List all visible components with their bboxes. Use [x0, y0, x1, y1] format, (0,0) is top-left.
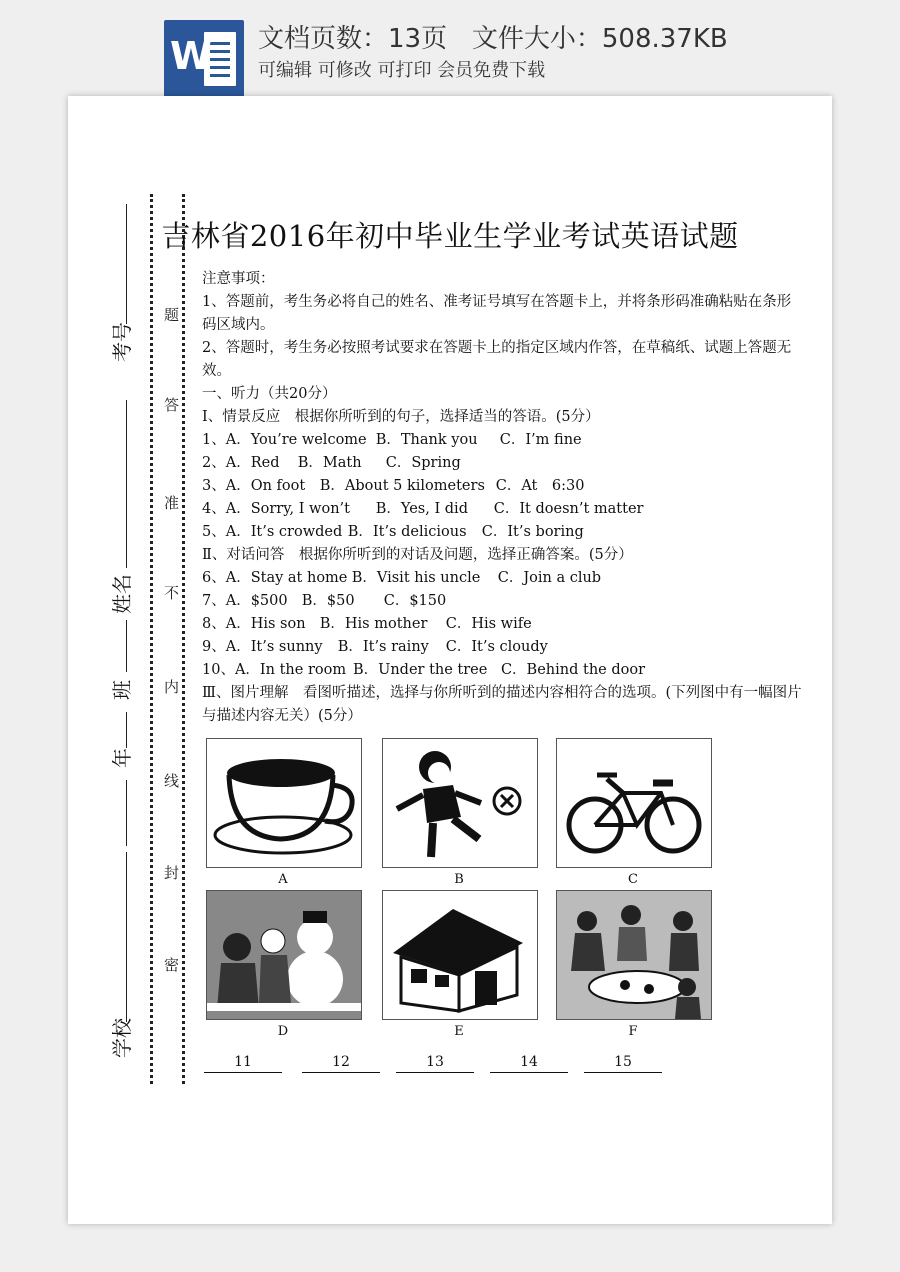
- picture-label: F: [628, 1024, 638, 1039]
- question-row: 2、A．Red B．Math C．Spring: [202, 455, 461, 471]
- seal-char: 密: [164, 956, 180, 974]
- section-heading: Ⅱ、对话问答 根据你所听到的对话及问题，选择正确答案。(5分）: [202, 547, 633, 563]
- field-line: [126, 712, 127, 748]
- picture-grid: [206, 738, 712, 1044]
- field-line: [126, 400, 127, 568]
- picture-label: E: [454, 1024, 464, 1039]
- snowman-children-icon: [206, 890, 362, 1020]
- document-info-banner: [0, 0, 900, 96]
- answer-blank[interactable]: 13: [396, 1054, 474, 1073]
- answer-blank[interactable]: 14: [490, 1054, 568, 1073]
- field-school: 学校: [110, 1018, 134, 1058]
- picture-label: A: [278, 872, 288, 887]
- question-row: 10、A．In the room B．Under the tree C．Behind the door: [202, 662, 646, 678]
- question-row: 4、A．Sorry, I won’t B．Yes, I did C．It doesn’t matter: [202, 501, 644, 517]
- notice-heading: 注意事项：: [202, 271, 275, 287]
- bicycle-icon: [556, 738, 712, 868]
- answer-blank[interactable]: 12: [302, 1054, 380, 1073]
- section-heading: Ⅲ、图片理解 看图听描述，选择与你所听到的描述内容相符合的选项。(下列图中有一幅图片与描述内容无关）(5分）: [202, 685, 802, 724]
- doc-tags-text: 可编辑 可修改 可打印 会员免费下载: [258, 60, 546, 81]
- field-line: [126, 620, 127, 672]
- question-row: 7、A．$500 B．$50 C．$150: [202, 593, 447, 609]
- answer-blank[interactable]: 11: [204, 1054, 282, 1073]
- question-row: 8、A．His son B．His mother C．His wife: [202, 616, 532, 632]
- picture-label: D: [277, 1024, 289, 1039]
- picture-label: B: [454, 872, 464, 887]
- question-row: 5、A．It’s crowded B．It’s delicious C．It’s boring: [202, 524, 584, 540]
- question-row: 9、A．It’s sunny B．It’s rainy C．It’s cloudy: [202, 639, 548, 655]
- doc-info-text: 文档页数：13页 文件大小：508.37KB: [258, 24, 728, 54]
- field-name: 姓名: [110, 574, 134, 614]
- seal-char: 不: [164, 584, 180, 602]
- exam-body: [202, 268, 802, 728]
- question-row: 6、A．Stay at home B．Visit his uncle C．Join a club: [202, 570, 602, 586]
- house-icon: [382, 890, 538, 1020]
- seal-char: 线: [164, 772, 180, 790]
- field-line: [126, 852, 127, 1022]
- seal-dotted-line: [150, 194, 153, 1084]
- seal-char: 答: [164, 396, 180, 414]
- field-line: [126, 780, 127, 846]
- seal-char: 内: [164, 678, 180, 696]
- seal-char: 封: [164, 864, 180, 882]
- answer-blank[interactable]: 15: [584, 1054, 662, 1073]
- notice-item: 1、答题前，考生务必将自己的姓名、准考证号填写在答题卡上，并将条形码准确粘贴在条形码区域内。: [202, 294, 792, 333]
- exam-title: 吉林省2016年初中毕业生学业考试英语试题: [161, 219, 739, 253]
- part-heading: 一、听力（共20分）: [202, 386, 337, 402]
- section-heading: Ⅰ、情景反应 根据你所听到的句子，选择适当的答语。(5分）: [202, 409, 600, 425]
- word-icon: [164, 20, 244, 98]
- seal-char: 题: [164, 306, 180, 324]
- field-class: 班: [110, 680, 134, 700]
- field-grade: 年: [110, 748, 134, 768]
- seal-dotted-line: [182, 194, 185, 1084]
- field-exam-number: 考号: [110, 322, 134, 362]
- picnic-family-icon: [556, 890, 712, 1020]
- word-icon-letter: W: [170, 34, 212, 78]
- notice-item: 2、答题时，考生务必按照考试要求在答题卡上的指定区域内作答，在草稿纸、试题上答题无效。: [202, 340, 792, 379]
- seal-char: 准: [164, 494, 180, 512]
- picture-label: C: [628, 872, 638, 887]
- question-row: 1、A．You’re welcome B．Thank you C．I’m fine: [202, 432, 582, 448]
- question-row: 3、A．On foot B．About 5 kilometers C．At 6:30: [202, 478, 585, 494]
- coffee-cup-icon: [206, 738, 362, 868]
- boy-kicking-ball-icon: [382, 738, 538, 868]
